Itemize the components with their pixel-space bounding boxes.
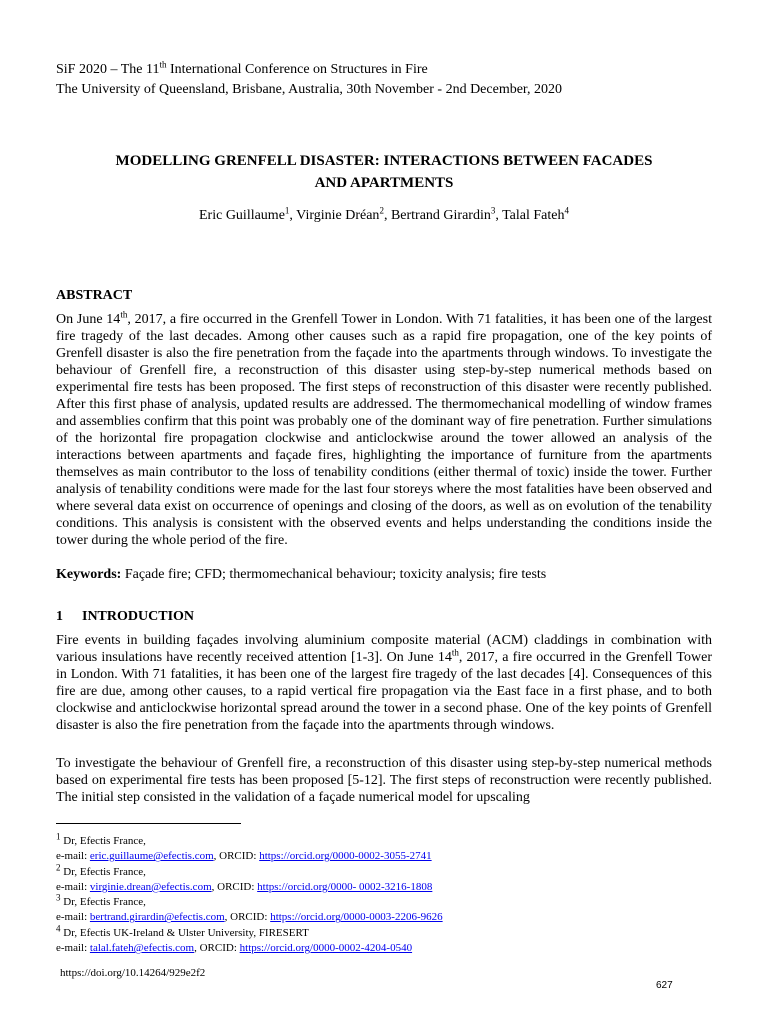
orcid-link[interactable]: https://orcid.org/0000-0003-2206-9626: [270, 911, 443, 924]
author-list: Eric Guillaume$^1$, Virginie Dréan$^2$, Bertrand Girardin$^3$, Talal Fateh$^4$: [199, 205, 569, 223]
orcid-link[interactable]: https://orcid.org/0000-0002-4204-0540: [239, 942, 413, 955]
orcid-link[interactable]: https://orcid.org/0000- 0002-3216-1808: [257, 880, 433, 893]
page-number: 627: [656, 980, 673, 991]
footnote-affiliation: $^4$ Dr, Efectis UK-Ireland & Ulster University, FIRESERT: [56, 923, 309, 939]
footnote-contact: e-mail: bertrand.girardin@efectis.com, ORCID: https://orcid.org/0000-0003-2206-9626: [56, 911, 443, 924]
footnote-contact: e-mail: talal.fateh@efectis.com, ORCID: https://orcid.org/0000-0002-4204-0540: [56, 942, 413, 955]
footnote-contact: e-mail: eric.guillaume@efectis.com, ORCID: https://orcid.org/0000-0002-3055-2741: [56, 850, 432, 863]
footnote-affiliation: $^2$ Dr, Efectis France,: [56, 861, 146, 878]
keywords-label: Keywords:: [56, 567, 122, 582]
intro-paragraph-1: Fire events in building façades involving aluminium composite material (ACM) claddings in combination with various insulations have recently received attention [1-3]. On June 14th, 2017, a fire occurred in the Grenfell Tower in London. With 71 fatalities, it has been one of the largest fire tragedy of the last decades [4]. Consequences of this fire are due, among other causes, to a rapid vertical fire propagation via the East face in a first phase, and to both clockwise and anticlockwise horizontal spread around the tower in a second phase. One of the key points of Grenfell disaster is also the fire penetration from the façade into the apartments through windows.: [56, 633, 712, 733]
conference-line-1: SiF 2020 – The 11th International Conference on Structures in Fire: [56, 59, 428, 77]
footnote-affiliation: $^3$ Dr, Efectis France,: [56, 892, 146, 909]
section-heading-introduction: 1 INTRODUCTION: [56, 609, 195, 624]
footnote-contact: e-mail: virginie.drean@efectis.com, ORCID: https://orcid.org/0000- 0002-3216-1808: [56, 880, 433, 893]
abstract-text: On June 14th, 2017, a fire occurred in the Grenfell Tower in London. With 71 fatalities, it has been one of the largest fire tragedy of the last decades. Among other causes such as a rapid fire propagation, one of the key points of Grenfell disaster is also the fire penetration from the façade into the apartments through windows. To investigate the behaviour of Grenfell fire, a reconstruction of this disaster using step-by-step numerical methods based on experimental fire tests has been proposed. The first steps of reconstruction of this disaster were recently published. After this first phase of analysis, updated results are addressed. The thermomechanical modelling of window frames and assemblies confirm that this point was probably one of the dominant way of fire penetration. Further simulations of the horizontal fire propagation clockwise and anticlockwise around the tower allowed an analysis of the interactions between apartments and façade fires, highlighting the importance of furniture from the apartments themselves as main contributor to the loss of tenability conditions (either thermal of toxic) inside the tower. Further analysis of tenability conditions were made for the last four storeys where the most fatalities have been observed and where several data exist on occurrence of openings and closing of the doors, as well as on evolution of the tenability conditions. This analysis is consistent with the observed events and helps understanding the conditions inside the tower during the whole period of the fire.: [56, 309, 712, 548]
abstract-heading: ABSTRACT: [56, 288, 133, 303]
footnote-divider: [56, 823, 241, 824]
keywords: Keywords: Façade fire; CFD; thermomechanical behaviour; toxicity analysis; fire tests: [56, 567, 547, 582]
orcid-link[interactable]: https://orcid.org/0000-0002-3055-2741: [259, 850, 432, 863]
email-link[interactable]: talal.fateh@efectis.com: [89, 942, 195, 955]
author: Bertrand Girardin: [390, 208, 491, 223]
author: Talal Fateh: [502, 208, 565, 223]
doi-link[interactable]: https://doi.org/10.14264/929e2f2: [60, 967, 206, 979]
email-link[interactable]: bertrand.girardin@efectis.com: [89, 911, 225, 924]
paper-title: MODELLING GRENFELL DISASTER: INTERACTIONS BETWEEN FACADES AND APARTMENTS: [115, 153, 653, 191]
conference-header: [56, 60, 562, 100]
email-link[interactable]: eric.guillaume@efectis.com: [89, 850, 214, 863]
email-link[interactable]: virginie.drean@efectis.com: [89, 880, 212, 893]
intro-paragraph-2: To investigate the behaviour of Grenfell fire, a reconstruction of this disaster using step-by-step numerical methods based on experimental fire tests has been proposed [5-12]. The first steps of reconstruction were recently published. The initial step consisted in the validation of a façade numerical model for upscaling: [56, 756, 712, 805]
conference-line-2: The University of Queensland, Brisbane, Australia, 30th November - 2nd December, 2020: [56, 82, 563, 97]
footnotes: [56, 831, 443, 956]
author: Virginie Dréan: [296, 208, 380, 223]
author: Eric Guillaume: [199, 208, 285, 223]
footnote-affiliation: $^1$ Dr, Efectis France,: [56, 831, 146, 847]
section-number: 1: [56, 609, 63, 624]
